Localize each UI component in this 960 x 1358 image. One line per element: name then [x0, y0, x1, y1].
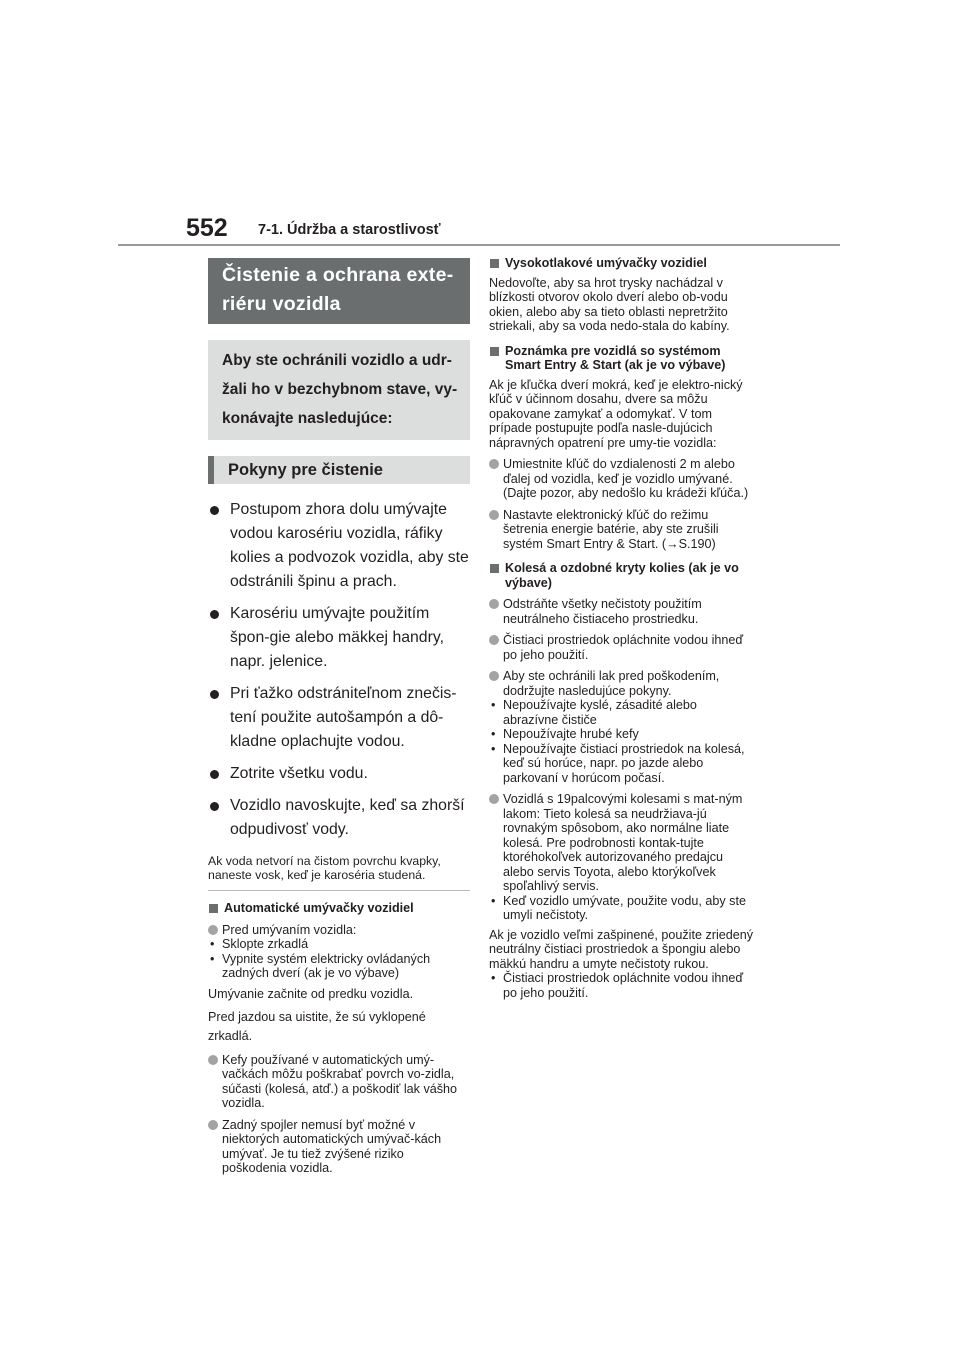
wheels-item: Aby ste ochránili lak pred poškodením, dodržujte nasledujúce pokyny.	[489, 669, 755, 698]
cleaning-steps	[208, 498, 470, 842]
auto-wash-item: Kefy používané v automatických umý-vačkách môžu poškrabať povrch vo-zidla, súčasti (kolesá, atď.) a poškodiť lak vášho vozidla.	[208, 1053, 470, 1111]
list-item: Vozidlo navoskujte, keď sa zhorší odpudivosť vody.	[208, 794, 470, 842]
list-item: • Čistiaci prostriedok opláchnite vodou ihneď po jeho použití.	[489, 971, 755, 1000]
paragraph: Ak je vozidlo veľmi zašpinené, použite zriedený neutrálny čistiaci prostriedok a špongiu alebo mäkkú handru a umyte nečistoty rukou.	[489, 927, 754, 971]
auto-wash-sublist	[208, 937, 470, 981]
page-number: 552	[186, 214, 228, 242]
auto-wash-item	[208, 923, 470, 938]
right-column	[489, 256, 755, 1000]
page-title: Čistenie a ochrana exte-riéru vozidla	[208, 258, 470, 324]
list-item: • Vypnite systém elektricky ovládaných zadných dverí (ak je vo výbave)	[208, 952, 470, 981]
list-item: Karosériu umývajte použitím špon-gie alebo mäkkej handry, napr. jelenice.	[208, 602, 470, 674]
intro-box: Aby ste ochránili vozidlo a udr-žali ho v bezchybnom stave, vy-konávajte nasledujúce:	[208, 340, 470, 440]
wheels-item: Čistiaci prostriedok opláchnite vodou ihneď po jeho použití.	[489, 633, 755, 662]
left-column	[208, 258, 470, 1176]
auto-wash-item: Zadný spojler nemusí byť možné v niektorých automatických umývač-kách umývať. Je tu tiež zvýšené riziko poškodenia vozidla.	[208, 1118, 470, 1176]
paragraph: Pred jazdou sa uistite, že sú vyklopené zrkadlá.	[208, 1009, 426, 1043]
list-item: • Nepoužívajte hrubé kefy	[489, 727, 755, 742]
header-rule	[118, 244, 840, 246]
wheels-item: Vozidlá s 19palcovými kolesami s mat-ným lakom: Tieto kolesá sa neudržiava-jú rovnakým spôsobom, ako normálne liate kolesá. Pre podrobnosti kontak-tujte ktoréhokoľvek autorizovaného predajcu alebo servis Toyota, alebo ktorýkoľvek spoľahlivý servis.	[489, 792, 755, 894]
wheels-heading: Kolesá a ozdobné kryty kolies (ak je vo výbave)	[489, 561, 755, 590]
subheading-cleaning: Pokyny pre čistenie	[208, 456, 470, 484]
smart-entry-item: Nastavte elektronický kľúč do režimu šetrenia energie batérie, aby ste zrušili systém Smart Entry & Start. (→S.190)	[489, 508, 755, 552]
list-item: Pri ťažko odstrániteľnom znečis-tení použite autošampón a dô-kladne oplachujte vodou.	[208, 682, 470, 754]
paragraph: Nedovoľte, aby sa hrot trysky nachádzal v blízkosti otvorov okolo dverí alebo ob-vodu okien, alebo aby sa tieto oblasti nepretržito striekali, aby sa voda nedo-stala do kabíny.	[489, 275, 730, 333]
list-item: • Keď vozidlo umývate, použite vodu, aby ste umyli nečistoty.	[489, 894, 755, 923]
wheels-item: Odstráňte všetky nečistoty použitím neutrálneho čistiaceho prostriedku.	[489, 597, 755, 626]
list-item: • Nepoužívajte čistiaci prostriedok na kolesá, keď sú horúce, napr. po jazde alebo parkovaní v horúcom počasí.	[489, 742, 755, 786]
list-item: • Sklopte zrkadlá	[208, 937, 470, 952]
wheels-sublist	[489, 698, 755, 785]
list-item: • Nepoužívajte kyslé, zásadité alebo abrazívne čističe	[489, 698, 755, 727]
pressure-wash-heading: Vysokotlakové umývačky vozidiel	[489, 256, 755, 271]
list-item: Zotrite všetku vodu.	[208, 762, 470, 786]
list-item: Postupom zhora dolu umývajte vodou karosériu vozidla, ráfiky kolies a podvozok vozidla, aby ste odstránili špinu a prach.	[208, 498, 470, 594]
paragraph: Umývanie začnite od predku vozidla.	[208, 986, 414, 1001]
wax-note: Ak voda netvorí na čistom povrchu kvapky, naneste vosk, keď je karoséria studená.	[208, 854, 470, 891]
wheels-sublist	[489, 894, 755, 923]
smart-entry-heading: Poznámka pre vozidlá so systémom Smart Entry & Start (ak je vo výbave)	[489, 344, 755, 373]
wheels-final-list	[489, 971, 755, 1000]
paragraph: Ak je kľučka dverí mokrá, keď je elektro-nický kľúč v účinnom dosahu, dvere sa môžu opakovane zamykať a odomykať. V tom prípade postupujte podľa nasle-dujúcich nápravných opatrení pre umy-tie vozidla:	[489, 377, 743, 450]
smart-entry-item: Umiestnite kľúč do vzdialenosti 2 m alebo ďalej od vozidla, keď je vozidlo umývané. (Dajte pozor, aby nedošlo ku krádeži kľúča.)	[489, 457, 755, 501]
item-text: Pred umývaním vozidla:	[222, 922, 357, 937]
section-title: 7-1. Údržba a starostlivosť	[258, 222, 441, 238]
auto-wash-heading: Automatické umývačky vozidiel	[208, 901, 470, 916]
